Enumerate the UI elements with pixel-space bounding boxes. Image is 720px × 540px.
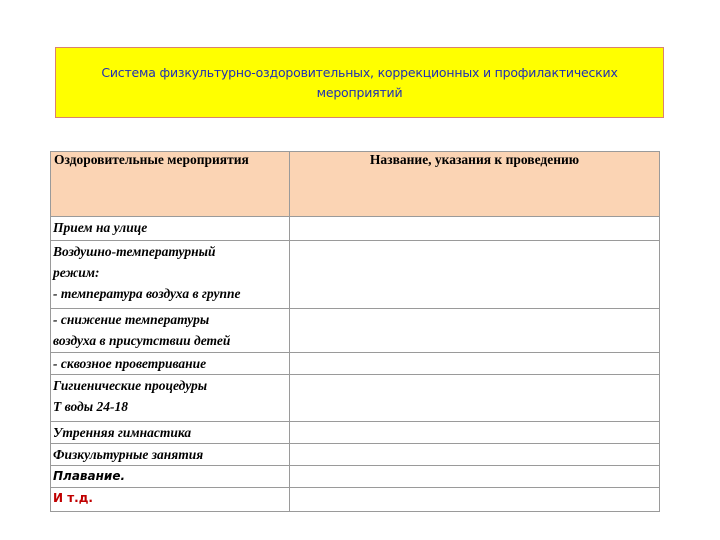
events-table bbox=[50, 151, 660, 512]
table-row bbox=[51, 444, 660, 466]
table-row bbox=[51, 375, 660, 422]
event-cell bbox=[51, 241, 290, 309]
event-cell bbox=[51, 488, 290, 512]
event-cell bbox=[51, 217, 290, 241]
instruction-cell bbox=[290, 309, 660, 353]
title-banner bbox=[55, 47, 664, 118]
event-line: Физкультурные занятия bbox=[53, 447, 204, 462]
event-line: Гигиенические процедуры bbox=[53, 378, 208, 393]
event-line: Утренняя гимнастика bbox=[53, 425, 192, 440]
event-line: воздуха в присутствии детей bbox=[53, 333, 231, 348]
event-line: - снижение температуры bbox=[53, 312, 210, 327]
instruction-cell bbox=[290, 466, 660, 488]
table-row bbox=[51, 353, 660, 375]
event-line: Плавание. bbox=[53, 469, 126, 483]
table-row bbox=[51, 217, 660, 241]
event-cell bbox=[51, 353, 290, 375]
event-line: Прием на улице bbox=[53, 220, 148, 235]
instruction-cell bbox=[290, 217, 660, 241]
event-cell bbox=[51, 375, 290, 422]
column-header-instructions: Название, указания к проведению bbox=[290, 152, 660, 217]
event-cell bbox=[51, 444, 290, 466]
instruction-cell bbox=[290, 241, 660, 309]
event-line: Воздушно-температурный bbox=[53, 244, 216, 259]
column-header-events: Оздоровительные мероприятия bbox=[51, 152, 290, 217]
instruction-cell bbox=[290, 375, 660, 422]
table-row bbox=[51, 488, 660, 512]
event-line: И т.д. bbox=[53, 491, 93, 505]
table-row bbox=[51, 422, 660, 444]
instruction-cell bbox=[290, 422, 660, 444]
table-row bbox=[51, 309, 660, 353]
page-title: Система физкультурно-оздоровительных, коррекционных и профилактических мероприятий bbox=[101, 64, 618, 100]
event-line: - температура воздуха в группе bbox=[53, 286, 241, 301]
event-cell bbox=[51, 309, 290, 353]
event-line: Т воды 24-18 bbox=[53, 399, 128, 414]
instruction-cell bbox=[290, 488, 660, 512]
table-header-row bbox=[51, 152, 660, 217]
table-row bbox=[51, 466, 660, 488]
event-cell bbox=[51, 422, 290, 444]
instruction-cell bbox=[290, 444, 660, 466]
event-line: - сквозное проветривание bbox=[53, 356, 207, 371]
event-line: режим: bbox=[53, 265, 100, 280]
instruction-cell bbox=[290, 353, 660, 375]
table-row bbox=[51, 241, 660, 309]
event-cell bbox=[51, 466, 290, 488]
